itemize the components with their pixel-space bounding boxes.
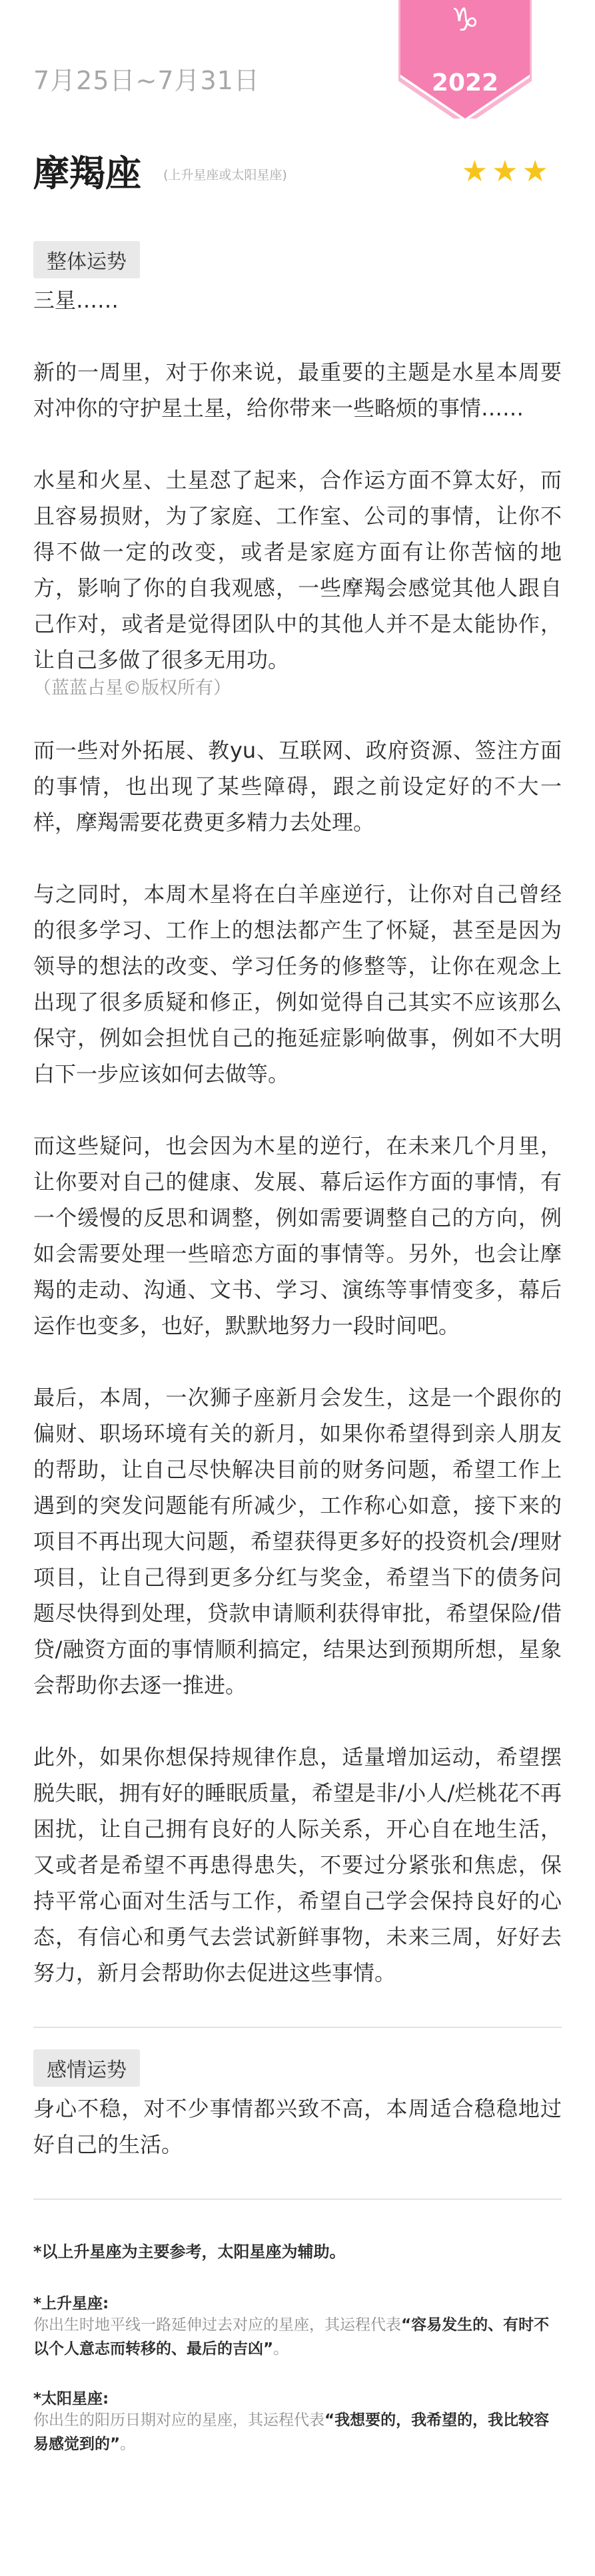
sign-name: 摩羯座: [33, 152, 141, 194]
love-label: 感情运势: [33, 2049, 140, 2087]
header: [0, 0, 595, 220]
overall-paragraph: 此外，如果你想保持规律作息，适量增加运动，希望摆脱失眠，拥有好的睡眠质量，希望是非/小人/烂桃花不再困扰，让自己拥有良好的人际关系，开心自在地生活，又或者是希望不再患得患失，不要过分紧张和焦虑，保持平常心面对生活与工作，希望自己学会保持良好的心态，有信心和勇气去尝试新鲜事物，未来三周，好好去努力，新月会帮助你去促进这些事情。: [33, 1744, 562, 1985]
ascendant-note-heading: *上升星座:: [33, 2295, 109, 2312]
copyright-note: （蓝蓝占星©版权所有）: [33, 678, 231, 698]
overall-paragraph: 最后，本周，一次狮子座新月会发生，这是一个跟你的偏财、职场环境有关的新月，如果你希望得到亲人朋友的帮助，让自己尽快解决目前的财务问题，希望工作上遇到的突发问题能有所减少，工作称心如意，接下来的项目不再出现大问题，希望获得更多好的投资机会/理财项目，让自己得到更多分红与奖金，希望当下的债务问题尽快得到处理，贷款申请顺利获得审批，希望保险/借贷/融资方面的事情顺利搞定，结果达到预期所想，星象会帮助你去逐一推进。: [33, 1385, 562, 1698]
love-paragraph: 身心不稳，对不少事情都兴致不高，本周适合稳稳地过好自己的生活。: [33, 2096, 562, 2157]
rating-stars: ★★★: [461, 154, 552, 188]
footnotes: [33, 2238, 562, 2456]
sun-note-text: 你出生的阳历日期对应的星座，其运程代表: [33, 2412, 324, 2429]
note-main: *以上升星座为主要参考，太阳星座为辅助。: [33, 2242, 346, 2261]
sign-note: (上升星座或太阳星座): [163, 168, 287, 182]
sun-note-end: 。: [120, 2436, 136, 2453]
overall-label: 整体运势: [33, 241, 140, 278]
ascendant-note-quote: “容易发生的、有时不以个人意志而转移的、最后的吉凶”: [33, 2316, 550, 2358]
ascendant-note-end: 。: [273, 2340, 289, 2358]
overall-section: [33, 220, 562, 1991]
overall-paragraph: 新的一周里，对于你来说，最重要的主题是水星本周要对冲你的守护星土星，给你带来一些略烦的事情……: [33, 360, 562, 421]
overall-paragraph: 三星……: [33, 288, 119, 313]
sun-note-heading: *太阳星座:: [33, 2390, 109, 2408]
overall-paragraph: 而一些对外拓展、教yu、互联网、政府资源、签注方面的事情，也出现了某些障碍，跟之前设定好的不大一样，摩羯需要花费更多精力去处理。: [33, 738, 562, 835]
ascendant-note-text: 你出生时地平线一路延伸过去对应的星座，其运程代表: [33, 2316, 401, 2334]
date-range: 7月25日~7月31日: [33, 66, 260, 95]
overall-paragraph: 而这些疑问，也会因为木星的逆行，在未来几个月里，让你要对自己的健康、发展、幕后运作方面的事情，有一个缓慢的反思和调整，例如需要调整自己的方向，例如会需要处理一些暗恋方面的事情等。另外，也会让摩羯的走动、沟通、文书、学习、演练等事情变多，幕后运作也变多，也好，默默地努力一段时间吧。: [33, 1133, 562, 1338]
sun-note-body: [33, 2408, 562, 2456]
love-section: [33, 2028, 562, 2163]
overall-paragraph: 与之同时，本周木星将在白羊座逆行，让你对自己曾经的很多学习、工作上的想法都产生了怀疑，甚至是因为领导的想法的改变、学习任务的修整等，让你在观念上出现了很多质疑和修正，例如觉得自己其实不应该那么保守，例如会担忧自己的拖延症影响做事，例如不大明白下一步应该如何去做等。: [33, 882, 562, 1087]
section-divider: [33, 2198, 562, 2200]
overall-paragraph: 水星和火星、土星怼了起来，合作运方面不算太好，而且容易损财，为了家庭、工作室、公司的事情，让你不得不做一定的改变，或者是家庭方面有让你苦恼的地方，影响了你的自我观感，一些摩羯会感觉其他人跟自己作对，或者是觉得团队中的其他人并不是太能协作，让自己多做了很多无用功。: [33, 467, 562, 672]
ascendant-note-body: [33, 2313, 562, 2361]
zodiac-badge: [398, 0, 532, 119]
sun-note-quote: “我想要的，我希望的，我比较容易感觉到的”: [33, 2412, 550, 2453]
title-row: [33, 145, 562, 192]
capricorn-icon: ♑: [450, 1, 480, 39]
badge-year: 2022: [431, 69, 499, 97]
